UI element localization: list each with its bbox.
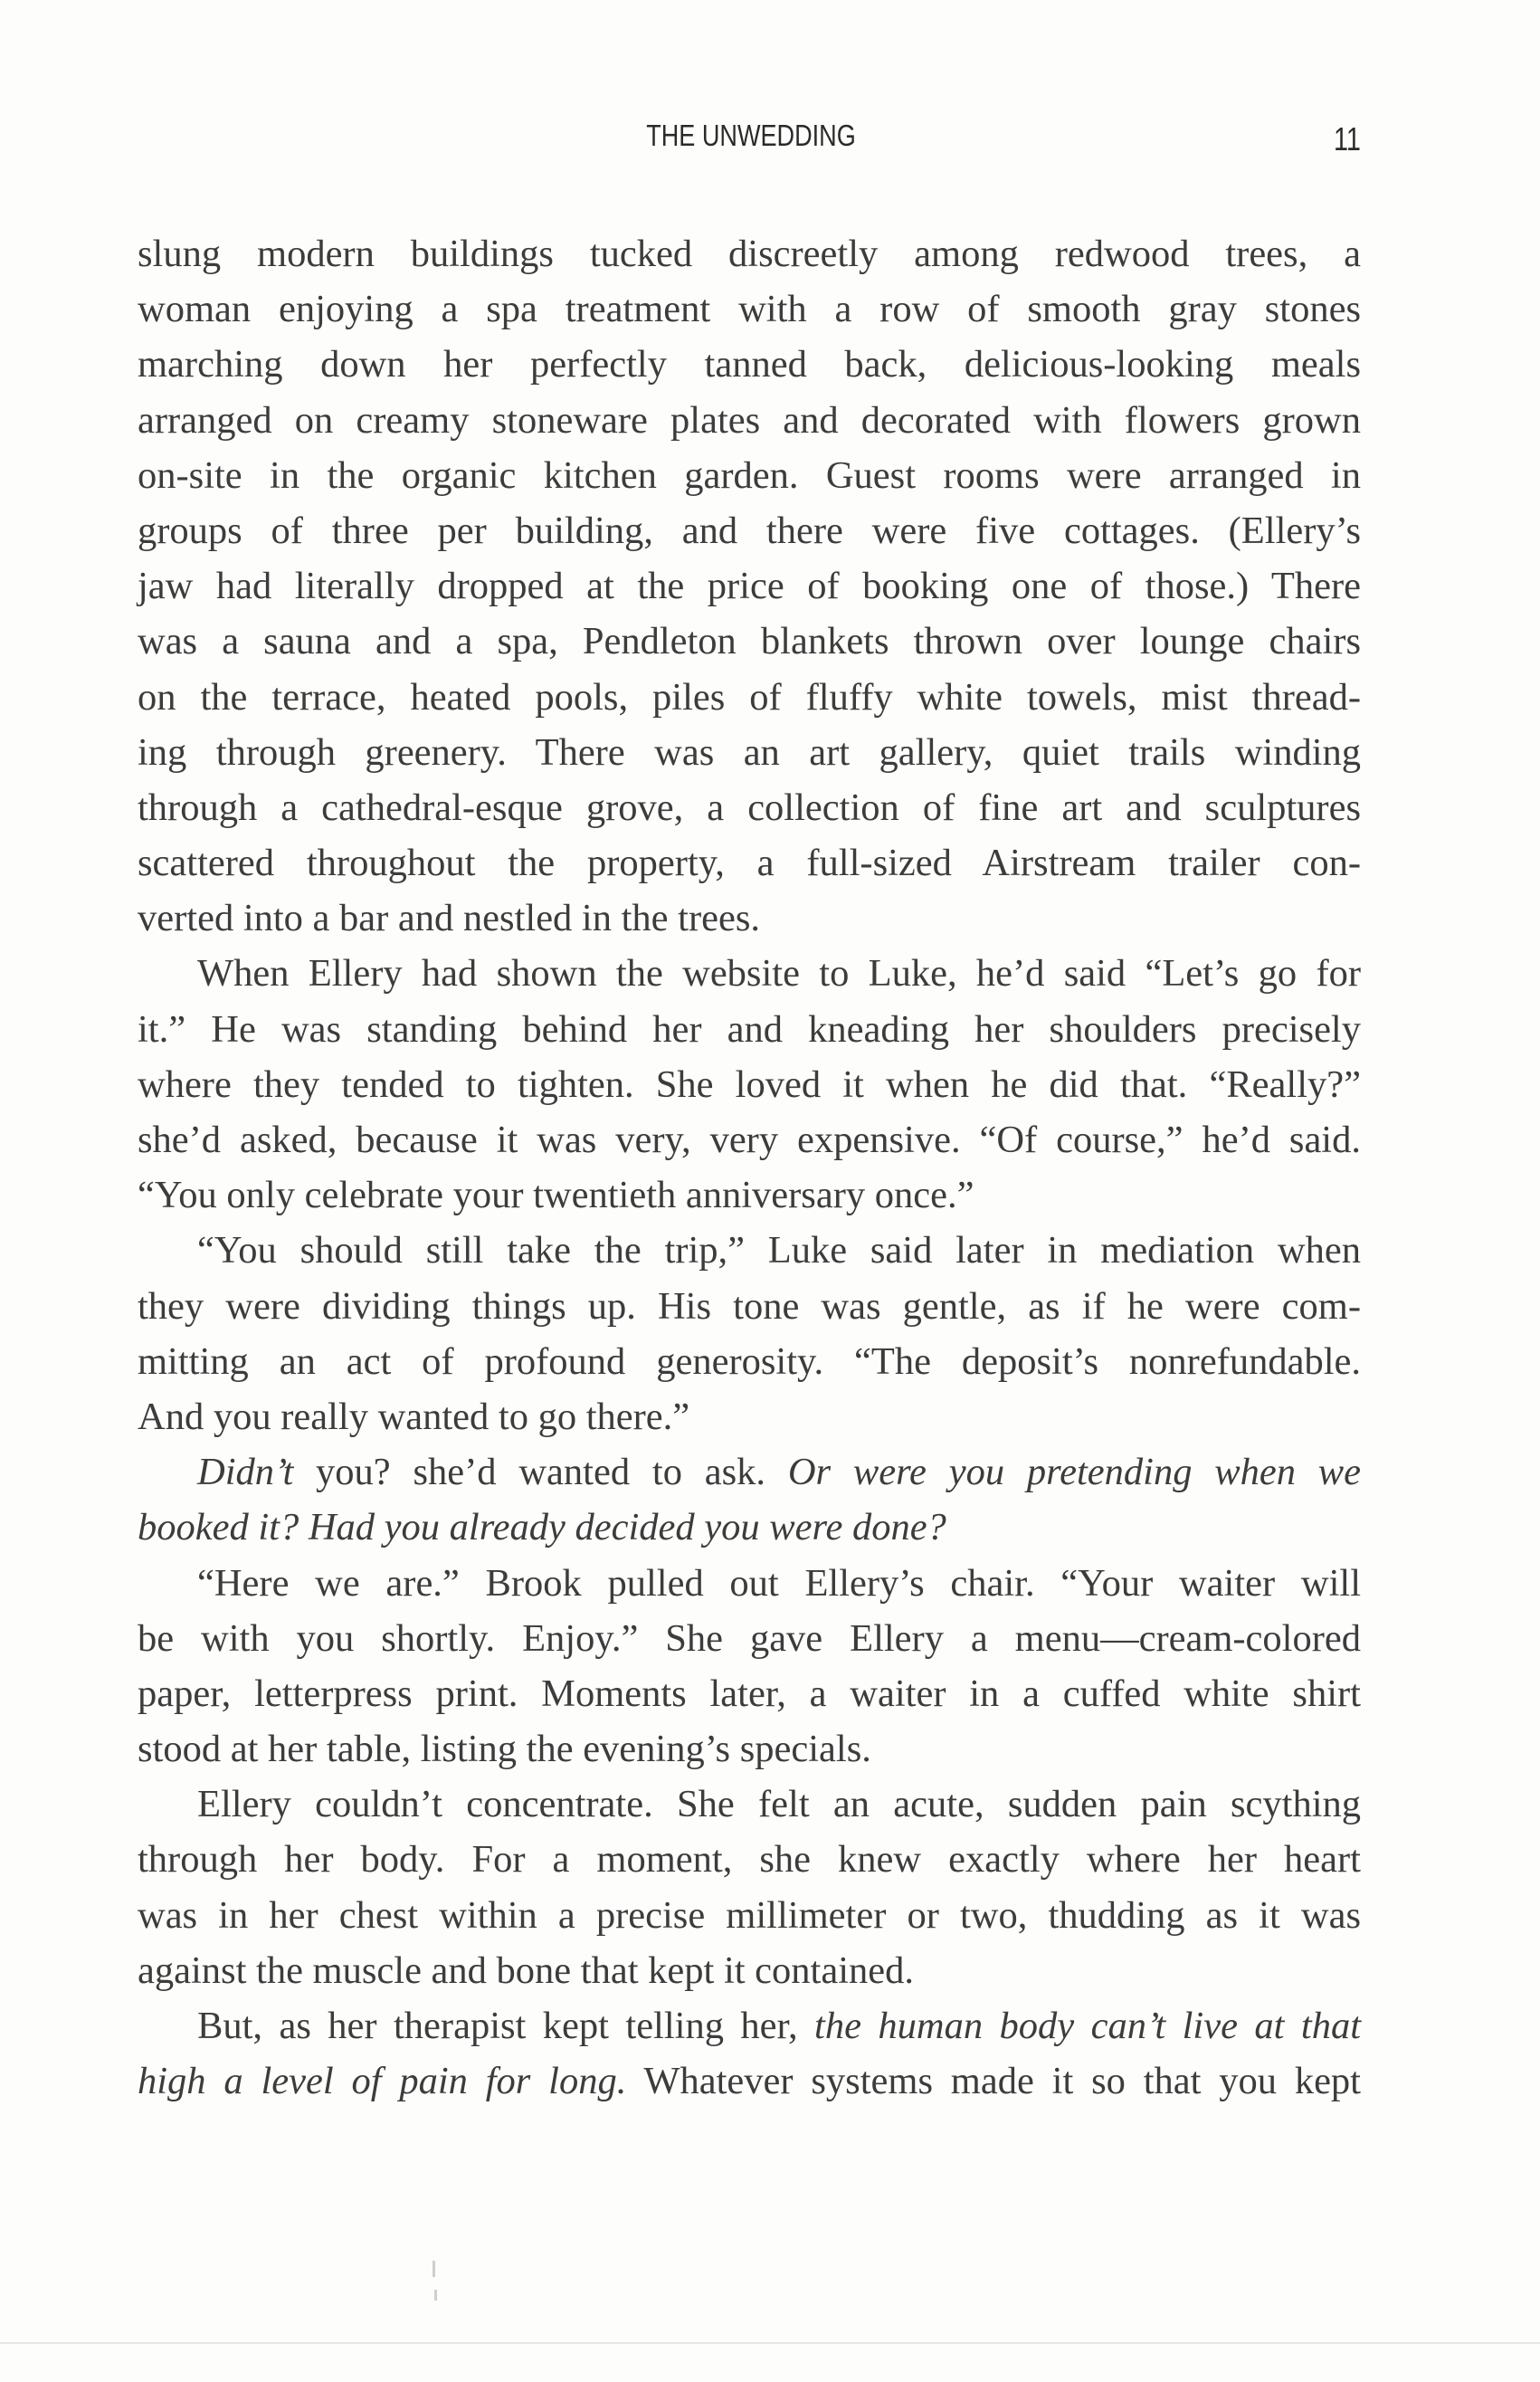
text-run: “You only celebrate your twentieth anniversary once.” [138,1174,974,1217]
text-run: where they tended to tighten. She loved it when he did that. “Really?” [138,1062,1361,1106]
text-line [138,1334,1361,1389]
italic-text: the human body can’t live at that [814,2005,1362,2047]
text-line [138,281,1361,337]
text-line [138,780,1361,835]
text-run: be with you shortly. Enjoy.” She gave Ellery a menu—cream-colored [138,1616,1361,1660]
text-run: groups of three per building, and there were five cottages. (Ellery’s [138,509,1361,552]
text-run: was a sauna and a spa, Pendleton blankets thrown over lounge chairs [138,620,1361,663]
text-line [138,1223,1361,1278]
text-run: But, as her therapist kept telling her, [197,2005,815,2047]
text-line [138,1167,1361,1223]
text-run: mitting an act of profound generosity. “The deposit’s nonrefundable. [138,1339,1361,1383]
text-line [138,393,1361,448]
text-line [138,1777,1361,1832]
text-run: paper, letterpress print. Moments later, a waiter in a cuffed white shirt [138,1672,1361,1715]
text-line [138,1057,1361,1112]
paragraph [138,1777,1361,1998]
text-run: against the muscle and bone that kept it contained. [138,1948,915,1992]
text-run: “You should still take the trip,” Luke said later in mediation when [197,1229,1361,1272]
text-line [138,614,1361,669]
text-run: Whatever systems made it so that you kept [626,2060,1361,2103]
text-line [138,725,1361,780]
text-line [138,1998,1361,2053]
text-line [138,503,1361,558]
text-run: through a cathedral-esque grove, a collection of fine art and sculptures [138,786,1361,829]
paper-speck [434,2290,437,2301]
text-run: verted into a bar and nestled in the trees. [138,897,761,940]
body-text [138,226,1361,2109]
text-run: arranged on creamy stoneware plates and decorated with flowers grown [138,398,1361,442]
text-line [138,1500,1361,1555]
paragraph [138,1223,1361,1444]
italic-text: Or were you pretending when we [787,1451,1361,1494]
text-line [138,558,1361,614]
text-line [138,1943,1361,1998]
text-line [138,1002,1361,1057]
text-line [138,1389,1361,1444]
text-line [138,1556,1361,1611]
text-line [138,835,1361,891]
text-run: you? she’d wanted to ask. [293,1451,788,1494]
text-run: she’d asked, because it was very, very expensive. “Of course,” he’d said. [138,1119,1361,1161]
page-edge [0,2342,1540,2344]
italic-text: high a level of pain for long. [138,2060,627,2103]
text-line [138,1888,1361,1943]
text-line [138,1112,1361,1167]
text-line [138,946,1361,1001]
paper-speck [433,2261,435,2277]
text-line [138,1611,1361,1666]
text-run: on-site in the organic kitchen garden. Guest rooms were arranged in [138,453,1361,497]
text-run: marching down her perfectly tanned back, delicious-looking meals [138,343,1361,386]
paragraph [138,1998,1361,2109]
text-run: it.” He was standing behind her and kneading her shoulders precisely [138,1007,1361,1051]
text-line [138,891,1361,946]
paragraph [138,1444,1361,1555]
text-line [138,226,1361,281]
paragraph [138,1556,1361,1777]
text-run: slung modern buildings tucked discreetly among redwood trees, a [138,233,1361,275]
text-run: woman enjoying a spa treatment with a row of smooth gray stones [138,288,1361,331]
page-number: 11 [1334,120,1361,157]
running-head [0,114,1540,157]
text-run: stood at her table, listing the evening’s specials. [138,1728,871,1771]
text-run: they were dividing things up. His tone was gentle, as if he were com- [138,1284,1361,1328]
paragraph [138,946,1361,1223]
book-title: THE UNWEDDING [646,119,856,152]
paragraph [138,226,1361,946]
text-run: through her body. For a moment, she knew exactly where her heart [138,1838,1361,1882]
text-line [138,1279,1361,1334]
text-run: on the terrace, heated pools, piles of fluffy white towels, mist thread- [138,675,1361,719]
text-line [138,2053,1361,2109]
italic-text: Didn’t [197,1451,294,1494]
text-run: ing through greenery. There was an art gallery, quiet trails winding [138,730,1361,774]
italic-text: booked it? Had you already decided you were done? [138,1506,946,1549]
text-line [138,448,1361,503]
text-line [138,1721,1361,1777]
text-run: was in her chest within a precise millimeter or two, thudding as it was [138,1893,1361,1937]
text-run: “Here we are.” Brook pulled out Ellery’s chair. “Your waiter will [197,1561,1361,1605]
text-run: scattered throughout the property, a full-sized Airstream trailer con- [138,842,1361,885]
text-line [138,337,1361,392]
text-run: Ellery couldn’t concentrate. She felt an acute, sudden pain scything [197,1783,1361,1826]
text-line [138,1666,1361,1721]
text-line [138,1444,1361,1500]
text-run: When Ellery had shown the website to Luke, he’d said “Let’s go for [197,952,1361,996]
text-run: jaw had literally dropped at the price of booking one of those.) There [138,565,1361,608]
text-line [138,670,1361,725]
text-line [138,1832,1361,1887]
text-run: And you really wanted to go there.” [138,1395,690,1438]
